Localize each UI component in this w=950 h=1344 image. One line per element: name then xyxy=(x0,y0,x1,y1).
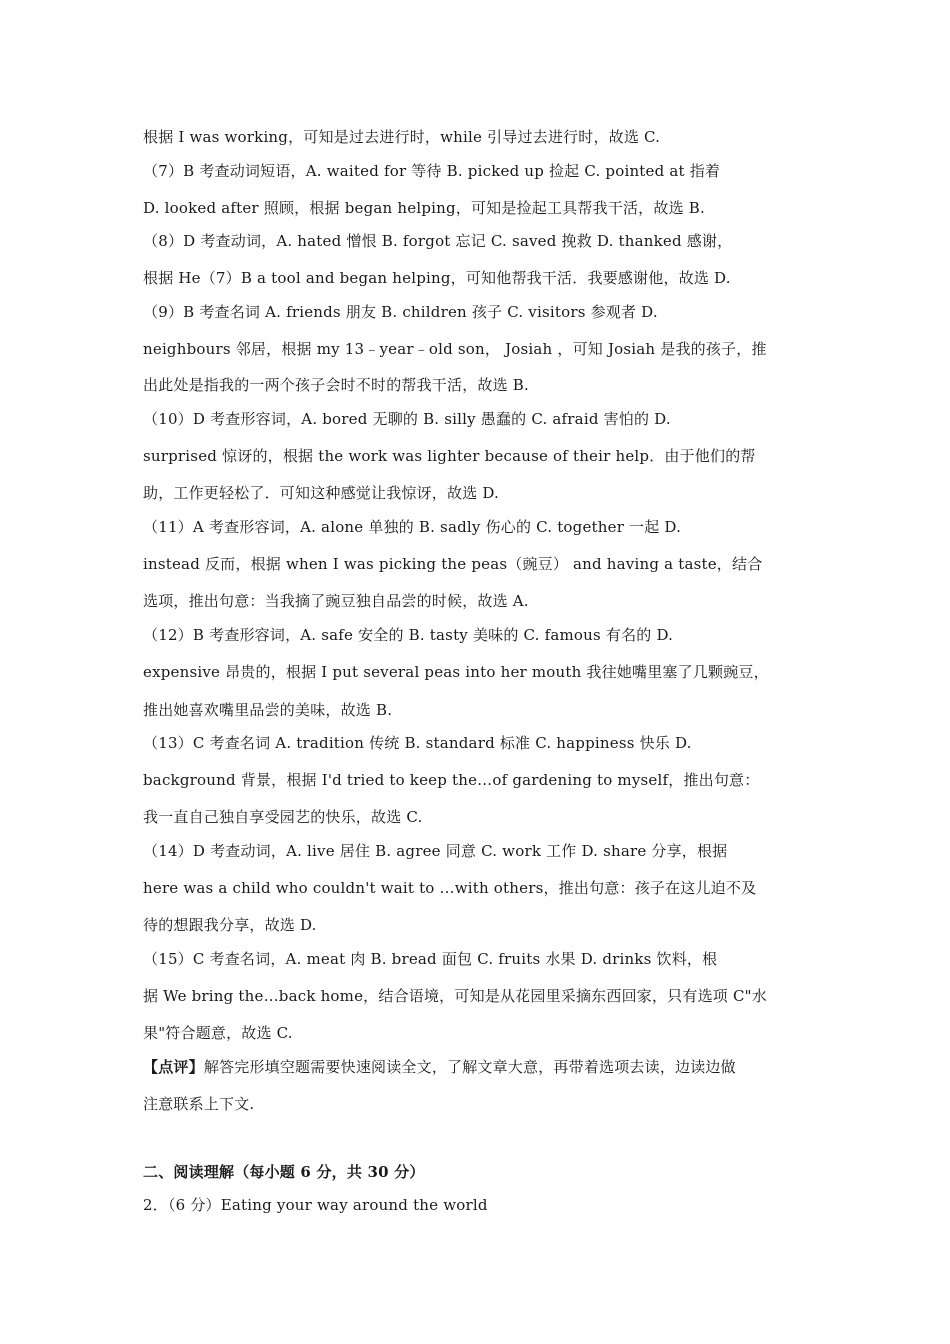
text-line: 选项，推出句意：当我摘了豌豆独自品尝的时候，故选 A. xyxy=(143,592,529,610)
text-line: （7）B 考查动词短语，A. waited for 等待 B. picked up 捡起 C. pointed at 指着 xyxy=(143,162,721,180)
comment-text: 解答完形填空题需要快速阅读全文，了解文章大意，再带着选项去读，边读边做 xyxy=(203,1058,736,1076)
text-line: 出此处是指我的一两个孩子会时不时的帮我干活，故选 B. xyxy=(143,376,529,394)
text-line: （12）B 考查形容词，A. safe 安全的 B. tasty 美味的 C. famous 有名的 D. xyxy=(143,626,674,644)
text-line: （14）D 考查动词，A. live 居住 B. agree 同意 C. work 工作 D. share 分享，根据 xyxy=(143,842,728,860)
text-line: D. looked after 照顾，根据 began helping，可知是捡起工具帮我干活，故选 B. xyxy=(143,199,705,217)
text-line: （8）D 考查动词，A. hated 憎恨 B. forgot 忘记 C. saved 挽救 D. thanked 感谢， xyxy=(143,232,733,250)
text-line: 我一直自己独自享受园艺的快乐，故选 C. xyxy=(143,808,423,826)
question-title: 2．（6 分）Eating your way around the world xyxy=(143,1196,488,1214)
text-line: （11）A 考查形容词，A. alone 单独的 B. sadly 伤心的 C. together 一起 D. xyxy=(143,518,682,536)
text-line: 根据 I was working，可知是过去进行时，while 引导过去进行时，故选 C. xyxy=(143,128,661,146)
text-line: （9）B 考查名词 A. friends 朋友 B. children 孩子 C. visitors 参观者 D. xyxy=(143,303,658,321)
comment-label: 【点评】 xyxy=(143,1058,204,1076)
text-line: here was a child who couldn't wait to …with others，推出句意：孩子在这儿迫不及 xyxy=(143,879,757,897)
section-heading: 二、阅读理解（每小题 6 分，共 30 分） xyxy=(143,1163,425,1181)
text-line: surprised 惊讶的，根据 the work was lighter because of their help．由于他们的帮 xyxy=(143,447,756,465)
comment-line xyxy=(143,1057,823,1077)
text-line: 待的想跟我分享，故选 D. xyxy=(143,916,317,934)
text-line: 推出她喜欢嘴里品尝的美味，故选 B. xyxy=(143,701,393,719)
text-line: 根据 He（7）B a tool and began helping，可知他帮我干活．我要感谢他，故选 D. xyxy=(143,269,731,287)
text-line: 果"符合题意，故选 C. xyxy=(143,1024,293,1042)
text-line: neighbours 邻居，根据 my 13﹣year﹣old son， Josiah ，可知 Josiah 是我的孩子，推 xyxy=(143,340,767,358)
comment-line: 注意联系上下文. xyxy=(143,1095,255,1113)
text-line: instead 反而，根据 when I was picking the peas（豌豆） and having a taste，结合 xyxy=(143,555,763,573)
text-line: 助，工作更轻松了．可知这种感觉让我惊讶，故选 D. xyxy=(143,484,500,502)
text-line: （13）C 考查名词 A. tradition 传统 B. standard 标准 C. happiness 快乐 D. xyxy=(143,734,692,752)
text-line: background 背景，根据 I'd tried to keep the…of gardening to myself，推出句意： xyxy=(143,771,760,789)
text-line: （15）C 考查名词，A. meat 肉 B. bread 面包 C. fruits 水果 D. drinks 饮料，根 xyxy=(143,950,718,968)
text-line: 据 We bring the…back home，结合语境，可知是从花园里采摘东西回家，只有选项 C"水 xyxy=(143,987,767,1005)
text-line: （10）D 考查形容词，A. bored 无聊的 B. silly 愚蠢的 C. afraid 害怕的 D. xyxy=(143,410,671,428)
text-line: expensive 昂贵的，根据 I put several peas into her mouth 我往她嘴里塞了几颗豌豆， xyxy=(143,663,769,681)
